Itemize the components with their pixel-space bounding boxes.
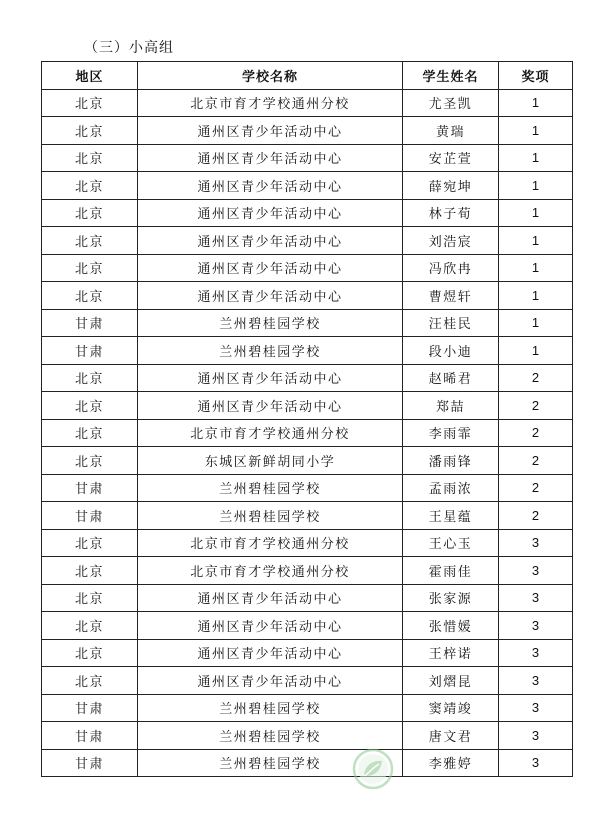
cell-student: 安芷萱 [403,144,499,172]
table-row [42,282,573,310]
cell-region: 甘肃 [42,694,138,722]
table-row [42,584,573,612]
cell-school: 兰州碧桂园学校 [138,749,403,777]
cell-region: 北京 [42,447,138,475]
cell-award: 1 [499,309,573,337]
cell-student: 王梓诺 [403,639,499,667]
cell-award: 3 [499,612,573,640]
table-header-row [42,62,573,90]
cell-student: 汪桂民 [403,309,499,337]
cell-school: 兰州碧桂园学校 [138,502,403,530]
cell-student: 王心玉 [403,529,499,557]
cell-region: 北京 [42,612,138,640]
table-row [42,117,573,145]
cell-award: 1 [499,89,573,117]
table-row [42,199,573,227]
table-row [42,144,573,172]
cell-region: 北京 [42,282,138,310]
cell-region: 北京 [42,529,138,557]
cell-award: 3 [499,694,573,722]
cell-student: 林子荀 [403,199,499,227]
cell-student: 李雅婷 [403,749,499,777]
cell-award: 3 [499,529,573,557]
cell-school: 通州区青少年活动中心 [138,254,403,282]
cell-school: 通州区青少年活动中心 [138,144,403,172]
cell-student: 黄瑞 [403,117,499,145]
cell-school: 北京市育才学校通州分校 [138,89,403,117]
cell-student: 冯欣冉 [403,254,499,282]
table-row [42,474,573,502]
table-row [42,419,573,447]
cell-region: 北京 [42,419,138,447]
cell-region: 甘肃 [42,749,138,777]
cell-region: 北京 [42,144,138,172]
cell-award: 2 [499,364,573,392]
cell-school: 北京市育才学校通州分校 [138,529,403,557]
cell-region: 北京 [42,172,138,200]
cell-student: 段小迪 [403,337,499,365]
cell-school: 通州区青少年活动中心 [138,172,403,200]
table-row [42,309,573,337]
cell-student: 潘雨锋 [403,447,499,475]
cell-award: 1 [499,337,573,365]
cell-region: 甘肃 [42,722,138,750]
cell-school: 兰州碧桂园学校 [138,694,403,722]
cell-school: 通州区青少年活动中心 [138,199,403,227]
table-row [42,89,573,117]
cell-award: 1 [499,117,573,145]
cell-school: 兰州碧桂园学校 [138,722,403,750]
table-row [42,172,573,200]
cell-region: 甘肃 [42,337,138,365]
cell-school: 兰州碧桂园学校 [138,309,403,337]
cell-student: 赵晞君 [403,364,499,392]
cell-school: 通州区青少年活动中心 [138,227,403,255]
table-row [42,364,573,392]
table-body [42,89,573,777]
cell-student: 孟雨浓 [403,474,499,502]
cell-school: 通州区青少年活动中心 [138,584,403,612]
cell-student: 曹煜轩 [403,282,499,310]
table-row [42,639,573,667]
cell-student: 唐文君 [403,722,499,750]
cell-student: 刘浩宸 [403,227,499,255]
cell-region: 北京 [42,667,138,695]
cell-student: 张惜媛 [403,612,499,640]
cell-award: 2 [499,502,573,530]
header-award: 奖项 [499,62,573,90]
table-row [42,502,573,530]
cell-school: 兰州碧桂园学校 [138,337,403,365]
cell-student: 窦靖竣 [403,694,499,722]
cell-school: 通州区青少年活动中心 [138,667,403,695]
cell-award: 3 [499,557,573,585]
cell-region: 北京 [42,89,138,117]
cell-award: 1 [499,227,573,255]
cell-region: 北京 [42,364,138,392]
cell-region: 甘肃 [42,474,138,502]
cell-award: 3 [499,749,573,777]
cell-award: 2 [499,474,573,502]
table-row [42,529,573,557]
cell-region: 甘肃 [42,309,138,337]
cell-award: 3 [499,722,573,750]
cell-award: 1 [499,144,573,172]
cell-award: 1 [499,282,573,310]
cell-student: 张家源 [403,584,499,612]
cell-region: 北京 [42,117,138,145]
cell-school: 通州区青少年活动中心 [138,392,403,420]
header-region: 地区 [42,62,138,90]
table-row [42,392,573,420]
cell-school: 东城区新鲜胡同小学 [138,447,403,475]
cell-region: 北京 [42,557,138,585]
table-row [42,447,573,475]
table-row [42,694,573,722]
table-row [42,337,573,365]
award-table [41,61,573,777]
leaf-logo-icon [352,748,394,790]
cell-student: 薛宛坤 [403,172,499,200]
table-row [42,722,573,750]
cell-school: 通州区青少年活动中心 [138,117,403,145]
cell-school: 北京市育才学校通州分校 [138,419,403,447]
cell-student: 尤圣凯 [403,89,499,117]
table-row [42,254,573,282]
cell-region: 北京 [42,199,138,227]
table-row [42,667,573,695]
cell-award: 2 [499,447,573,475]
cell-student: 刘熠昆 [403,667,499,695]
cell-region: 北京 [42,392,138,420]
cell-student: 郑喆 [403,392,499,420]
cell-student: 霍雨佳 [403,557,499,585]
cell-school: 北京市育才学校通州分校 [138,557,403,585]
table-row [42,227,573,255]
cell-school: 通州区青少年活动中心 [138,282,403,310]
cell-award: 3 [499,639,573,667]
table-row [42,749,573,777]
header-student: 学生姓名 [403,62,499,90]
cell-student: 王星蕴 [403,502,499,530]
cell-award: 3 [499,667,573,695]
cell-region: 北京 [42,227,138,255]
cell-region: 北京 [42,584,138,612]
cell-school: 兰州碧桂园学校 [138,474,403,502]
table-row [42,612,573,640]
cell-region: 北京 [42,639,138,667]
cell-region: 甘肃 [42,502,138,530]
cell-award: 2 [499,392,573,420]
cell-student: 李雨霏 [403,419,499,447]
cell-school: 通州区青少年活动中心 [138,639,403,667]
cell-region: 北京 [42,254,138,282]
cell-award: 3 [499,584,573,612]
header-school: 学校名称 [138,62,403,90]
cell-award: 1 [499,172,573,200]
cell-school: 通州区青少年活动中心 [138,612,403,640]
cell-school: 通州区青少年活动中心 [138,364,403,392]
cell-award: 1 [499,254,573,282]
table-row [42,557,573,585]
section-title: （三）小高组 [84,40,174,56]
cell-award: 1 [499,199,573,227]
cell-award: 2 [499,419,573,447]
